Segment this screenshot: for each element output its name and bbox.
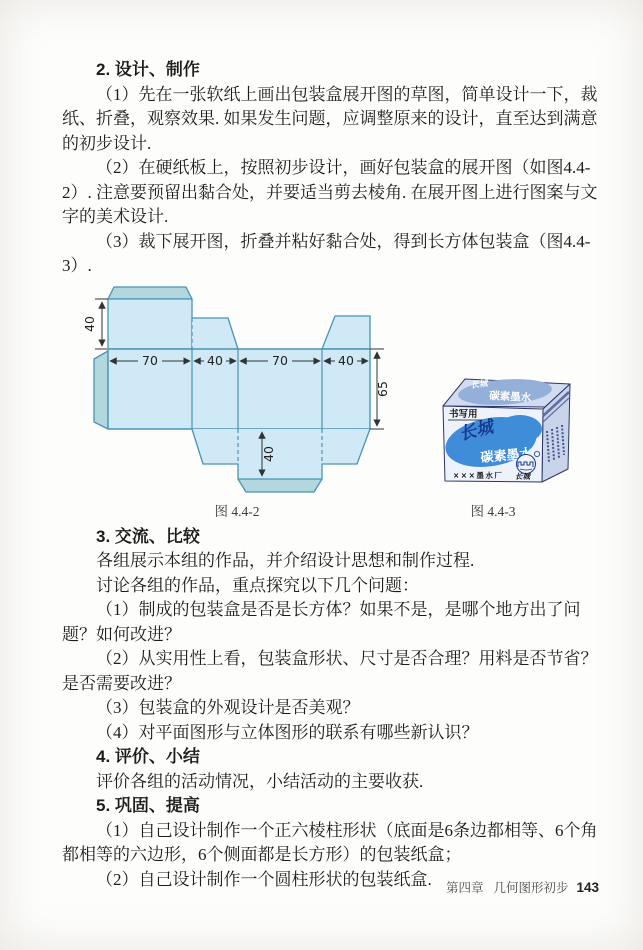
dim-label-70a: 70	[142, 352, 158, 368]
top-brand-text: 长城	[470, 378, 489, 391]
glue-tab-left	[94, 351, 108, 429]
footer-chapter: 第四章	[445, 881, 484, 895]
top-product-text: 碳素墨水	[488, 389, 532, 404]
top-flap-4	[322, 316, 370, 349]
figure-caption-net: 图 4.4-2	[214, 503, 260, 519]
bottom-flap-center	[238, 429, 322, 479]
bottom-flap-left	[192, 429, 238, 464]
front-label-blob2	[498, 415, 542, 443]
section-heading: 2. 设计、制作	[96, 60, 200, 79]
bottom-flap-right	[322, 429, 370, 464]
paragraph: 讨论各组的作品，重点探究以下几个问题：	[96, 575, 419, 595]
dim-label-40-left: 40	[82, 315, 97, 332]
top-flap-2	[192, 318, 238, 349]
bottom-glue-tab	[238, 479, 322, 492]
front-brand-script: 长城	[457, 416, 496, 445]
dim-label-40a: 40	[207, 352, 223, 368]
paragraph: （1）制成的包装盒是否是长方体？如果不是，是哪个地方出了问题？如何改进？	[62, 600, 581, 644]
dim-label-40-bottom: 40	[261, 445, 276, 462]
paragraph: （4）对平面图形与立体图形的联系有哪些新认识？	[96, 722, 479, 742]
paragraph: 评价各组的活动情况，小结活动的主要收获.	[96, 771, 424, 791]
ink-box-illustration	[425, 354, 615, 499]
dim-label-65: 65	[375, 380, 390, 397]
figure-caption-box: 图 4.4-3	[470, 503, 516, 519]
front-usage-text: 书写用	[449, 408, 478, 420]
footer-page-number: 143	[576, 880, 599, 895]
paragraph: （3）裁下展开图，折叠并粘好黏合处，得到长方体包装盒（图4.4-3）.	[62, 231, 591, 275]
lid-panel	[108, 299, 192, 349]
paragraph: （2）从实用性上看，包装盒形状、尺寸是否合理？用料是否节省？是否需要改进？	[62, 649, 598, 693]
main-text-column	[62, 58, 599, 892]
paragraph: 各组展示本组的作品，并介绍设计思想和制作过程.	[96, 551, 475, 570]
front-factory-text: ×××墨水厂	[453, 470, 504, 480]
paragraph: （1）自己设计制作一个正六棱柱形状（底面是6条边都相等、6个角都相等的六边形，6个侧面都是长方形）的包装纸盒；	[62, 820, 598, 864]
footer-section-title: 几何图形初步	[493, 881, 569, 895]
paragraph: （1）先在一张软纸上画出包装盒展开图的草图，简单设计一下，裁纸、折叠，观察效果. 如果发生问题，应调整原来的设计，直至达到满意的初步设计.	[62, 84, 598, 153]
section-heading: 4. 评价、小结	[96, 747, 200, 766]
paragraph: （2）在硬纸板上，按照初步设计，画好包装盒的展开图（如图4.4-2）. 注意要预留出黏合处，并要适当剪去棱角. 在展开图上进行图案与文字的美术设计.	[62, 158, 598, 226]
lid-tab	[108, 287, 192, 299]
paragraph: （3）包装盒的外观设计是否美观？	[96, 698, 360, 717]
paragraph: （2）自己设计制作一个圆柱形状的包装纸盒.	[96, 869, 432, 889]
box-net-diagram	[55, 281, 420, 501]
dim-label-70b: 70	[272, 352, 288, 368]
page-footer	[446, 878, 599, 896]
front-product-text: 碳素墨水	[480, 446, 534, 466]
figures-row	[62, 279, 599, 525]
section-heading: 5. 巩固、提高	[96, 796, 200, 815]
front-brand-small-text: 长城	[515, 471, 530, 481]
section-heading: 3. 交流、比较	[96, 526, 200, 546]
dim-label-40b: 40	[338, 352, 354, 368]
